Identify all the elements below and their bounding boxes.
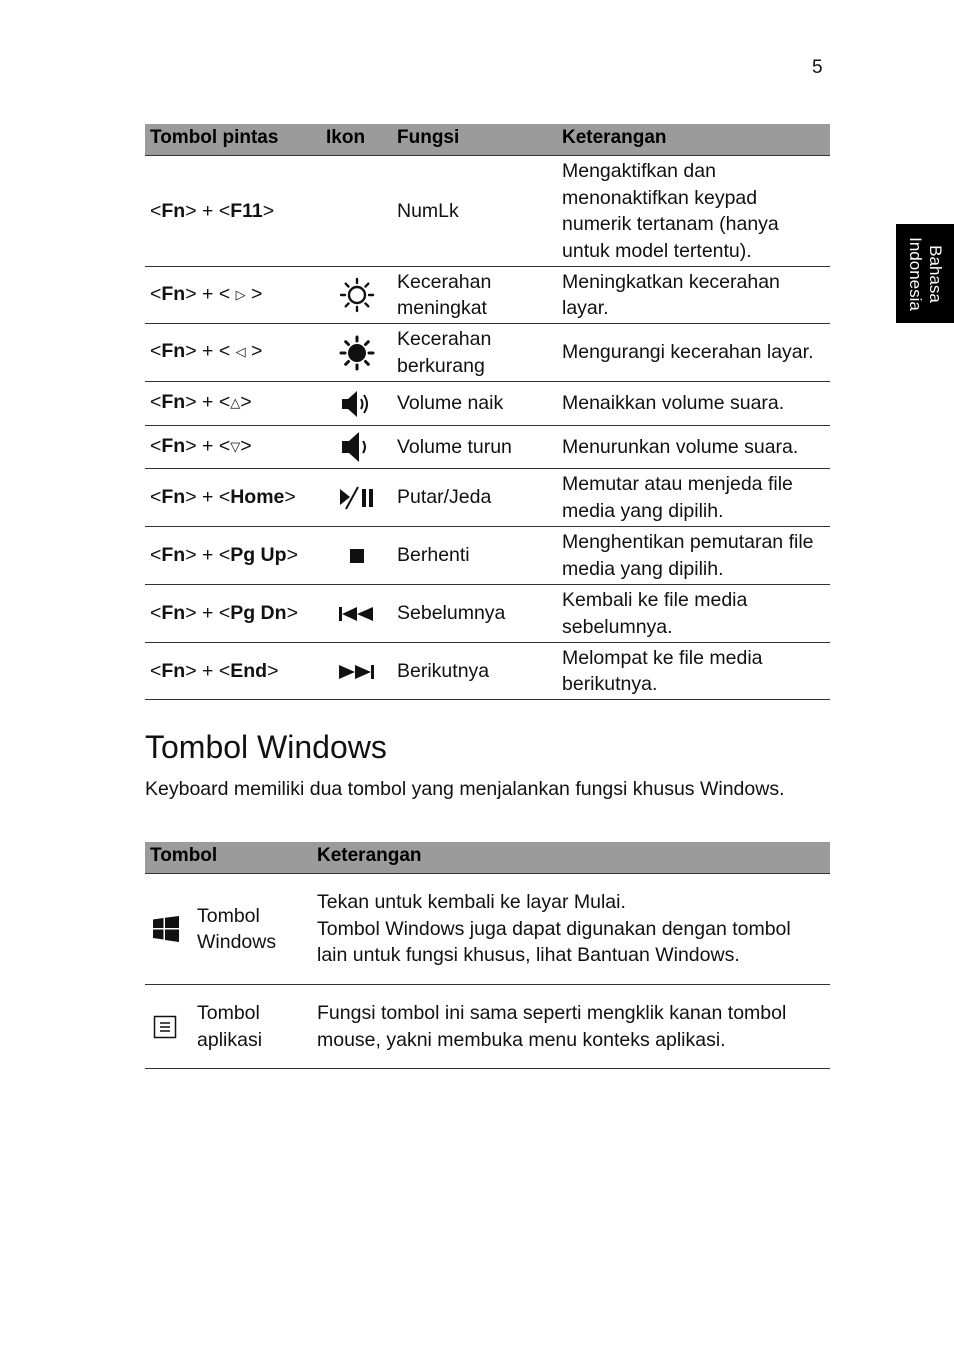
- windows-table-header: [145, 842, 830, 874]
- function-name: Sebelumnya: [392, 585, 557, 643]
- function-name: Putar/Jeda: [392, 469, 557, 527]
- hotkey-combo: <Fn> + <End>: [145, 643, 321, 700]
- volume-up-icon: [340, 389, 374, 419]
- table-row: [145, 469, 830, 527]
- down-arrow-icon: ▽: [230, 438, 241, 454]
- function-name: Volume turun: [392, 426, 557, 469]
- windows-logo-icon: [153, 916, 179, 942]
- previous-track-icon: [338, 606, 376, 622]
- language-tab: [896, 224, 954, 323]
- next-track-icon: [338, 664, 376, 680]
- hotkey-combo: <Fn> + < ▷ >: [145, 267, 321, 324]
- hotkey-combo: <Fn> + <Pg Up>: [145, 527, 321, 585]
- hotkey-combo: <Fn> + <Pg Dn>: [145, 585, 321, 643]
- key-description: Tekan untuk kembali ke layar Mulai. Tombol Windows juga dapat digunakan dengan tombol lain untuk fungsi khusus, lihat Bantuan Windows.: [312, 874, 830, 985]
- section-intro: Keyboard memiliki dua tombol yang menjalankan fungsi khusus Windows.: [145, 778, 785, 800]
- table-row: [145, 985, 830, 1069]
- table-row: [145, 527, 830, 585]
- header-description: Keterangan: [557, 124, 830, 156]
- key-name: Tombol Windows: [192, 874, 312, 985]
- function-name: Kecerahan berkurang: [392, 324, 557, 382]
- up-arrow-icon: △: [230, 395, 241, 411]
- table-row: [145, 324, 830, 382]
- table-row: [145, 426, 830, 469]
- table-row: [145, 267, 830, 324]
- function-description: Mengurangi kecerahan layar.: [557, 324, 830, 382]
- table-row: [145, 156, 830, 267]
- key-description: Fungsi tombol ini sama seperti mengklik kanan tombol mouse, yakni membuka menu konteks aplikasi.: [312, 985, 830, 1069]
- no-icon: [321, 156, 392, 267]
- function-description: Melompat ke file media berikutnya.: [557, 643, 830, 700]
- table-row: [145, 382, 830, 426]
- hotkey-combo: <Fn> + <▽>: [145, 426, 321, 469]
- function-description: Kembali ke file media sebelumnya.: [557, 585, 830, 643]
- hotkey-combo: <Fn> + <△>: [145, 382, 321, 426]
- function-description: Meningkatkan kecerahan layar.: [557, 267, 830, 324]
- function-name: Berhenti: [392, 527, 557, 585]
- windows-keys-table: [145, 842, 830, 1069]
- right-arrow-icon: ▷: [235, 286, 246, 302]
- table-row: [145, 585, 830, 643]
- page-number: 5: [812, 57, 823, 78]
- hotkey-combo: <Fn> + <Home>: [145, 469, 321, 527]
- brightness-up-icon: [339, 277, 375, 313]
- brightness-down-icon: [339, 335, 375, 371]
- section-heading: Tombol Windows: [145, 729, 387, 765]
- function-description: Mengaktifkan dan menonaktifkan keypad numerik tertanam (hanya untuk model tertentu).: [557, 156, 830, 267]
- language-tab-label: Bahasa Indonesia: [906, 236, 945, 311]
- header-icon: Ikon: [321, 124, 392, 156]
- hotkey-combo: <Fn> + <F11>: [145, 156, 321, 267]
- play-pause-icon: [338, 485, 376, 511]
- hotkey-table: [145, 124, 830, 700]
- hotkey-combo: <Fn> + < ◁ >: [145, 324, 321, 382]
- key-name: Tombol aplikasi: [192, 985, 312, 1069]
- function-description: Menurunkan volume suara.: [557, 426, 830, 469]
- left-arrow-icon: ◁: [235, 344, 246, 360]
- function-description: Memutar atau menjeda file media yang dipilih.: [557, 469, 830, 527]
- table-row: [145, 643, 830, 700]
- function-name: Volume naik: [392, 382, 557, 426]
- header-function: Fungsi: [392, 124, 557, 156]
- function-description: Menghentikan pemutaran file media yang dipilih.: [557, 527, 830, 585]
- hotkey-table-header: [145, 124, 830, 156]
- function-description: Menaikkan volume suara.: [557, 382, 830, 426]
- application-menu-icon: [153, 1015, 177, 1039]
- function-name: Berikutnya: [392, 643, 557, 700]
- function-name: Kecerahan meningkat: [392, 267, 557, 324]
- stop-icon: [350, 549, 364, 563]
- header-description: Keterangan: [312, 842, 830, 874]
- header-hotkey: Tombol pintas: [145, 124, 321, 156]
- function-name: NumLk: [392, 156, 557, 267]
- header-key: Tombol: [145, 842, 312, 874]
- volume-down-icon: [340, 429, 374, 465]
- table-row: [145, 874, 830, 985]
